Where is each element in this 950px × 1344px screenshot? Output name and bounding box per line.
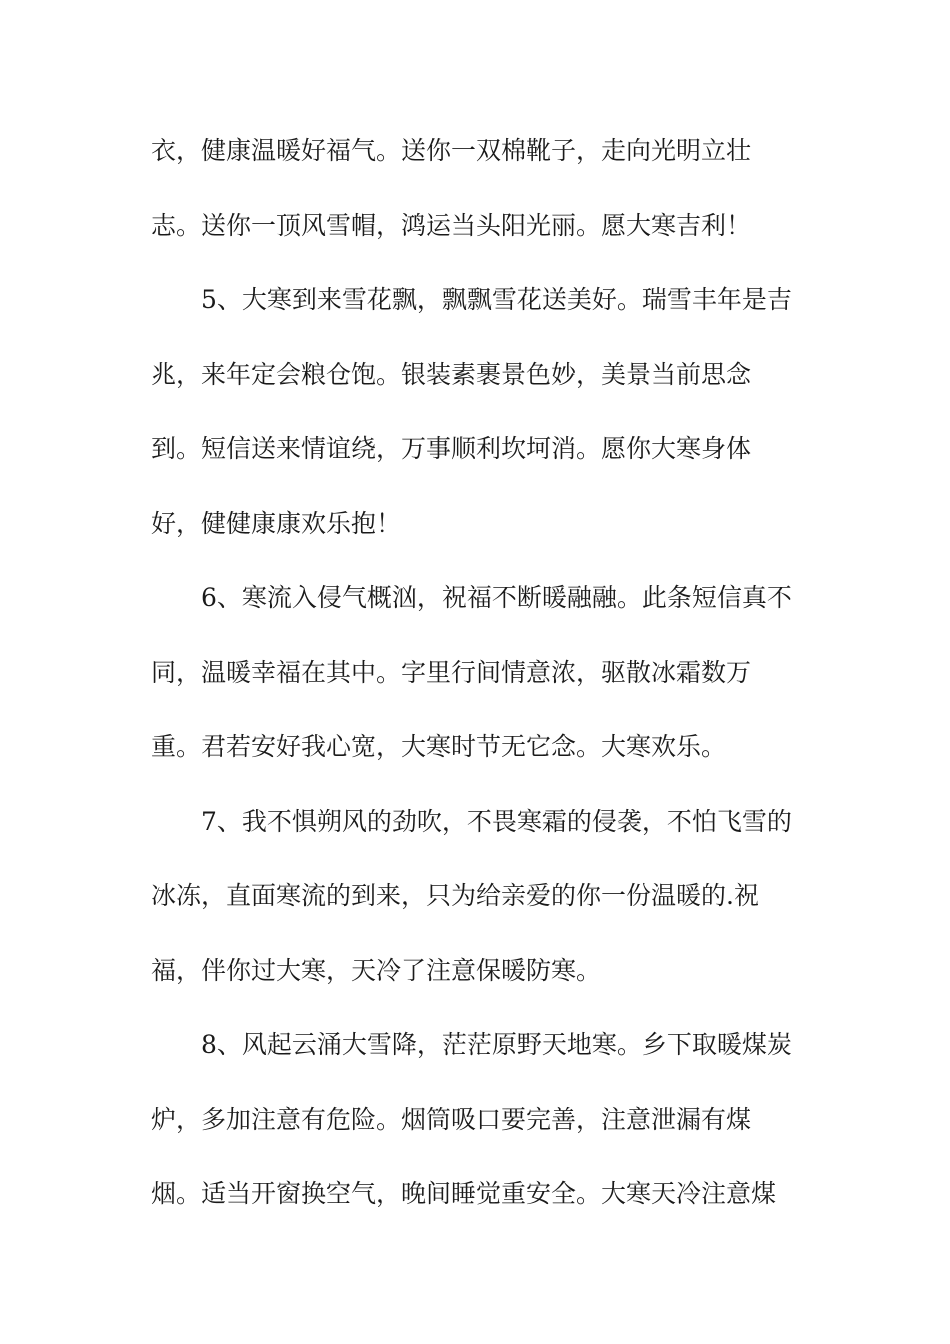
- text-line: 兆，来年定会粮仓饱。银装素裹景色妙，美景当前思念: [151, 359, 752, 389]
- text-line: 炉，多加注意有危险。烟筒吸口要完善，注意泄漏有煤: [151, 1104, 752, 1134]
- document-body: [151, 126, 811, 1244]
- paragraph-6-start: 6、寒流入侵气概汹，祝福不断暖融融。此条短信真不: [201, 583, 792, 612]
- text-line: 福，伴你过大寒，天冷了注意保暖防寒。: [151, 955, 602, 985]
- paragraph-7-start: 7、我不惧朔风的劲吹，不畏寒霜的侵袭，不怕飞雪的: [201, 806, 792, 836]
- text-line: 衣，健康温暖好福气。送你一双棉靴子，走向光明立壮: [151, 136, 752, 165]
- text-line: 重。君若安好我心宽，大寒时节无它念。大寒欢乐。: [151, 732, 727, 761]
- text-line: 志。送你一顶风雪帽，鸿运当头阳光丽。愿大寒吉利！: [151, 210, 752, 240]
- text-line: 烟。适当开窗换空气，晚间睡觉重安全。大寒天冷注意煤: [151, 1179, 777, 1208]
- paragraph-5-start: 5、大寒到来雪花飘，飘飘雪花送美好。瑞雪丰年是吉: [201, 285, 792, 314]
- text-line: 冰冻，直面寒流的到来，只为给亲爱的你一份温暖的.祝: [151, 881, 759, 910]
- text-line: 同，温暖幸福在其中。字里行间情意浓，驱散冰霜数万: [151, 657, 752, 687]
- paragraph-8-start: 8、风起云涌大雪降，茫茫原野天地寒。乡下取暖煤炭: [201, 1030, 792, 1059]
- text-line: 好，健健康康欢乐抱！: [151, 508, 402, 538]
- text-line: 到。短信送来情谊绕，万事顺利坎坷消。愿你大寒身体: [151, 434, 752, 463]
